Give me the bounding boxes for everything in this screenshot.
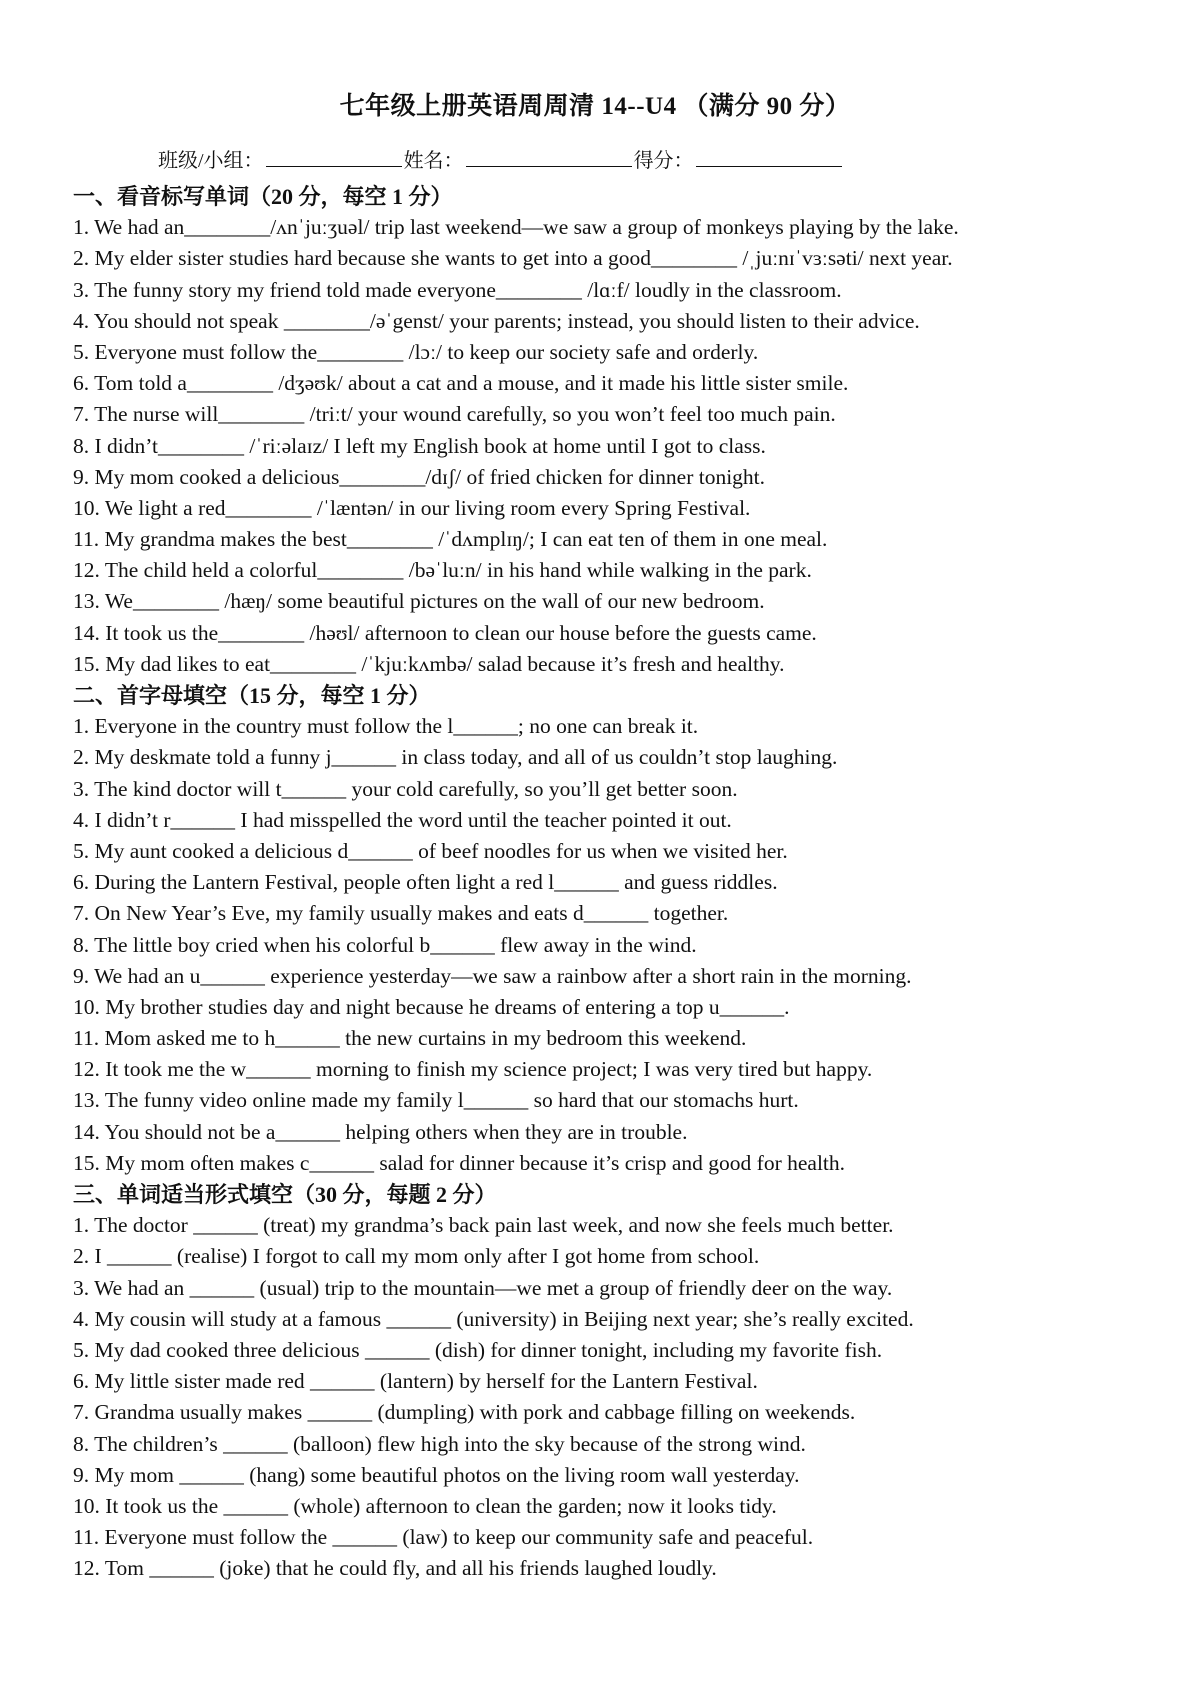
question-line: 10. We light a red________ /ˈlæntən/ in our living room every Spring Festival. bbox=[73, 495, 751, 520]
question-line: 9. My mom cooked a delicious________/dɪʃ/ of fried chicken for dinner tonight. bbox=[73, 464, 766, 489]
page-title: 七年级上册英语周周清 14--U4 （满分 90 分） bbox=[339, 93, 851, 120]
question-line: 1. The doctor ______ (treat) my grandma’s back pain last week, and now she feels much better. bbox=[73, 1213, 894, 1238]
question-line: 12. The child held a colorful________ /bəˈluːn/ in his hand while walking in the park. bbox=[73, 558, 812, 583]
worksheet-content bbox=[73, 181, 1173, 1584]
question-line: 10. It took us the ______ (whole) afternoon to clean the garden; now it looks tidy. bbox=[73, 1493, 777, 1518]
question-line: 4. I didn’t r______ I had misspelled the word until the teacher pointed it out. bbox=[73, 807, 732, 832]
question-line: 3. The kind doctor will t______ your cold carefully, so you’ll get better soon. bbox=[73, 776, 738, 801]
question-line: 6. During the Lantern Festival, people often light a red l______ and guess riddles. bbox=[73, 870, 778, 895]
score-label: 得分： bbox=[633, 150, 694, 172]
question-line: 12. It took me the w______ morning to finish my science project; I was very tired but happy. bbox=[73, 1057, 873, 1082]
section-1-heading: 一、看音标写单词（20 分，每空 1 分） bbox=[73, 184, 453, 209]
question-line: 11. Everyone must follow the ______ (law) to keep our community safe and peaceful. bbox=[73, 1525, 814, 1550]
question-line: 8. The children’s ______ (balloon) flew high into the sky because of the strong wind. bbox=[73, 1431, 806, 1456]
question-line: 8. I didn’t________ /ˈriːəlaɪz/ I left my English book at home until I got to class. bbox=[73, 433, 766, 458]
question-line: 5. My aunt cooked a delicious d______ of beef noodles for us when we visited her. bbox=[73, 838, 788, 863]
question-line: 15. My dad likes to eat________ /ˈkjuːkʌmbə/ salad because it’s fresh and healthy. bbox=[73, 651, 785, 676]
section-3-heading: 三、单词适当形式填空（30 分，每题 2 分） bbox=[73, 1182, 497, 1207]
question-line: 2. My elder sister studies hard because she wants to get into a good________ /ˌjuːnɪˈvɜːsəti/ next year. bbox=[73, 246, 953, 271]
question-line: 9. My mom ______ (hang) some beautiful photos on the living room wall yesterday. bbox=[73, 1462, 800, 1487]
question-line: 5. Everyone must follow the________ /lɔː/ to keep our society safe and orderly. bbox=[73, 339, 759, 364]
question-line: 7. The nurse will________ /triːt/ your wound carefully, so you won’t feel too much pain. bbox=[73, 402, 836, 427]
question-line: 14. You should not be a______ helping others when they are in trouble. bbox=[73, 1119, 688, 1144]
class-label: 班级/小组： bbox=[158, 150, 264, 172]
question-line: 2. I ______ (realise) I forgot to call my mom only after I got home from school. bbox=[73, 1244, 760, 1269]
question-line: 6. Tom told a________ /dʒəʊk/ about a cat and a mouse, and it made his little sister smile. bbox=[73, 371, 849, 396]
question-line: 1. We had an________/ʌnˈjuːʒuəl/ trip last weekend—we saw a group of monkeys playing by the lake. bbox=[73, 215, 959, 240]
question-line: 8. The little boy cried when his colorful b______ flew away in the wind. bbox=[73, 932, 697, 957]
question-line: 3. The funny story my friend told made everyone________ /lɑːf/ loudly in the classroom. bbox=[73, 277, 842, 302]
name-field[interactable] bbox=[466, 148, 632, 167]
question-line: 7. On New Year’s Eve, my family usually makes and eats d______ together. bbox=[73, 901, 729, 926]
question-line: 4. My cousin will study at a famous ______ (university) in Beijing next year; she’s really excited. bbox=[73, 1306, 914, 1331]
question-line: 11. My grandma makes the best________ /ˈdʌmplɪŋ/; I can eat ten of them in one meal. bbox=[73, 527, 828, 552]
question-line: 10. My brother studies day and night because he dreams of entering a top u______. bbox=[73, 994, 790, 1019]
question-line: 15. My mom often makes c______ salad for dinner because it’s crisp and good for health. bbox=[73, 1150, 846, 1175]
class-field[interactable] bbox=[266, 148, 402, 167]
student-info-line bbox=[158, 144, 844, 173]
question-line: 13. We________ /hæŋ/ some beautiful pictures on the wall of our new bedroom. bbox=[73, 589, 765, 614]
question-line: 2. My deskmate told a funny j______ in class today, and all of us couldn’t stop laughing. bbox=[73, 745, 838, 770]
question-line: 3. We had an ______ (usual) trip to the mountain—we met a group of friendly deer on the way. bbox=[73, 1275, 893, 1300]
question-line: 11. Mom asked me to h______ the new curtains in my bedroom this weekend. bbox=[73, 1026, 747, 1051]
question-line: 14. It took us the________ /həʊl/ afternoon to clean our house before the guests came. bbox=[73, 620, 817, 645]
question-line: 12. Tom ______ (joke) that he could fly, and all his friends laughed loudly. bbox=[73, 1556, 717, 1581]
question-line: 4. You should not speak ________/əˈgenst/ your parents; instead, you should listen to their advice. bbox=[73, 308, 920, 333]
question-line: 6. My little sister made red ______ (lantern) by herself for the Lantern Festival. bbox=[73, 1369, 758, 1394]
question-line: 9. We had an u______ experience yesterday—we saw a rainbow after a short rain in the morning. bbox=[73, 963, 912, 988]
name-label: 姓名： bbox=[403, 150, 464, 172]
score-field[interactable] bbox=[696, 148, 842, 167]
question-line: 13. The funny video online made my family l______ so hard that our stomachs hurt. bbox=[73, 1088, 799, 1113]
question-line: 5. My dad cooked three delicious ______ (dish) for dinner tonight, including my favorite fish. bbox=[73, 1337, 883, 1362]
question-line: 7. Grandma usually makes ______ (dumpling) with pork and cabbage filling on weekends. bbox=[73, 1400, 856, 1425]
section-2-heading: 二、首字母填空（15 分，每空 1 分） bbox=[73, 683, 431, 708]
question-line: 1. Everyone in the country must follow the l______; no one can break it. bbox=[73, 714, 699, 739]
